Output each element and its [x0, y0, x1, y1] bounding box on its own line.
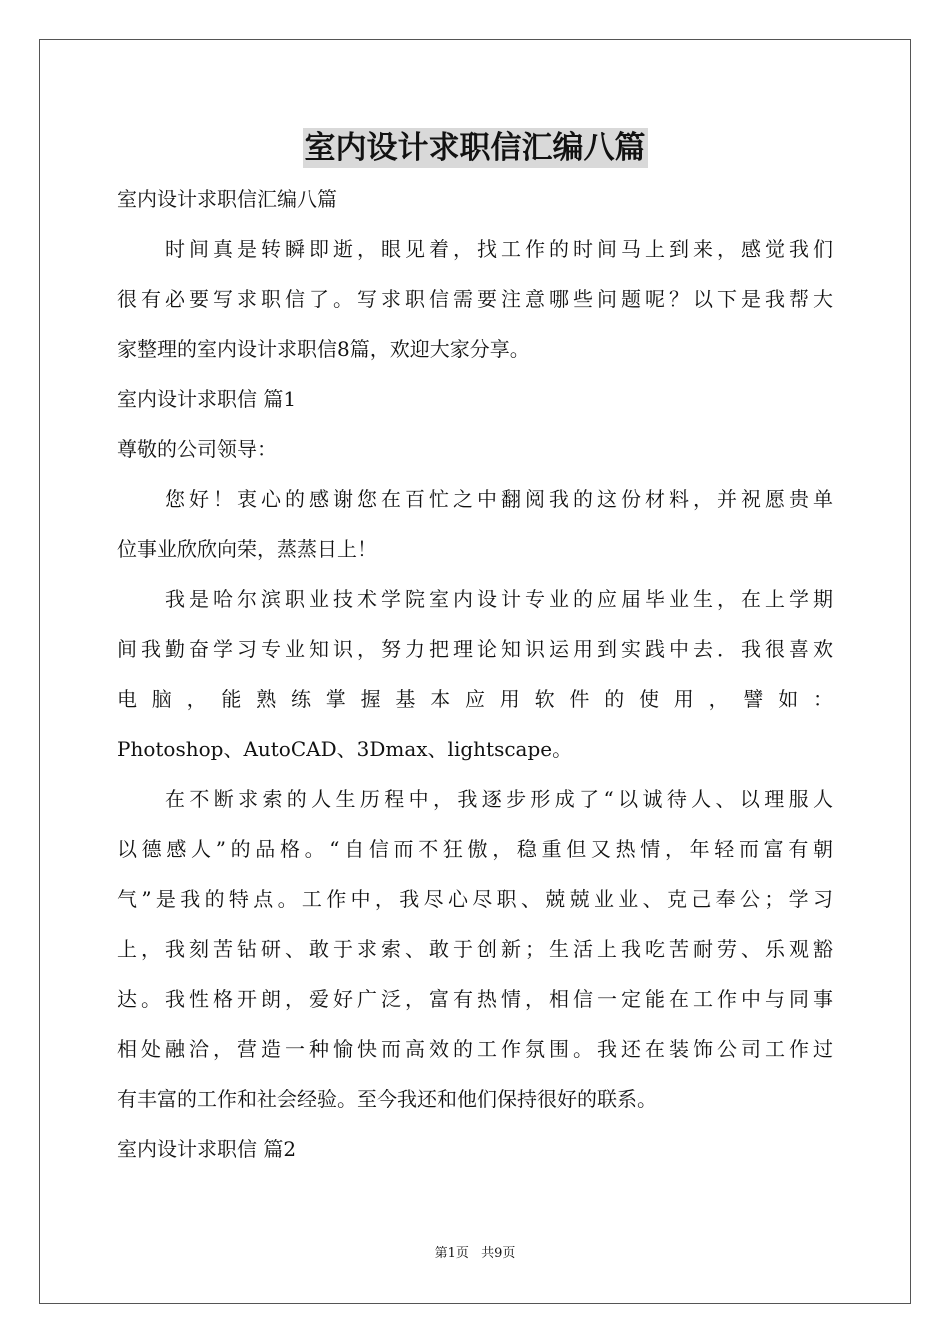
page-number: 第1页	[434, 1246, 469, 1261]
paragraph-line: 以德感人”的品格。“自信而不狂傲，稳重但又热情，年轻而富有朝	[117, 837, 833, 861]
paragraph-line: 电脑，能熟练掌握基本应用软件的使用，譬如：	[117, 687, 833, 711]
paragraph-line: 您好！衷心的感谢您在百忙之中翻阅我的这份材料，并祝愿贵单	[165, 487, 833, 511]
document-subtitle: 室内设计求职信汇编八篇	[117, 187, 337, 211]
title-container	[0, 128, 950, 168]
paragraph-line: 相处融洽，营造一种愉快而高效的工作氛围。我还在装饰公司工作过	[117, 1037, 833, 1061]
paragraph-line: 在不断求索的人生历程中，我逐步形成了“以诚待人、以理服人	[165, 787, 833, 811]
section-heading: 室内设计求职信 篇2	[117, 1137, 297, 1161]
section-heading: 室内设计求职信 篇1	[117, 387, 297, 411]
page-border	[39, 39, 911, 1304]
paragraph-line: 很有必要写求职信了。写求职信需要注意哪些问题呢？以下是我帮大	[117, 287, 833, 311]
document-title: 室内设计求职信汇编八篇	[304, 130, 646, 166]
paragraph-line: 上，我刻苦钻研、敢于求索、敢于创新；生活上我吃苦耐劳、乐观豁	[117, 937, 833, 961]
paragraph-line: 达。我性格开朗，爱好广泛，富有热情，相信一定能在工作中与同事	[117, 987, 833, 1011]
paragraph-line: 时间真是转瞬即逝，眼见着，找工作的时间马上到来，感觉我们	[165, 237, 833, 261]
paragraph-line: 有丰富的工作和社会经验。至今我还和他们保持很好的联系。	[117, 1087, 657, 1111]
salutation: 尊敬的公司领导：	[117, 437, 277, 461]
paragraph-line: 家整理的室内设计求职信8篇，欢迎大家分享。	[117, 337, 530, 361]
paragraph-line: 我是哈尔滨职业技术学院室内设计专业的应届毕业生，在上学期	[165, 587, 833, 611]
paragraph-line: 位事业欣欣向荣，蒸蒸日上！	[117, 537, 377, 561]
paragraph-line: 气”是我的特点。工作中，我尽心尽职、兢兢业业、克己奉公；学习	[117, 887, 833, 911]
paragraph-line: 间我勤奋学习专业知识，努力把理论知识运用到实践中去．我很喜欢	[117, 637, 833, 661]
paragraph-line: Photoshop、AutoCAD、3Dmax、lightscape。	[117, 737, 573, 761]
page-footer	[0, 1245, 950, 1263]
page-total: 共9页	[481, 1246, 516, 1261]
